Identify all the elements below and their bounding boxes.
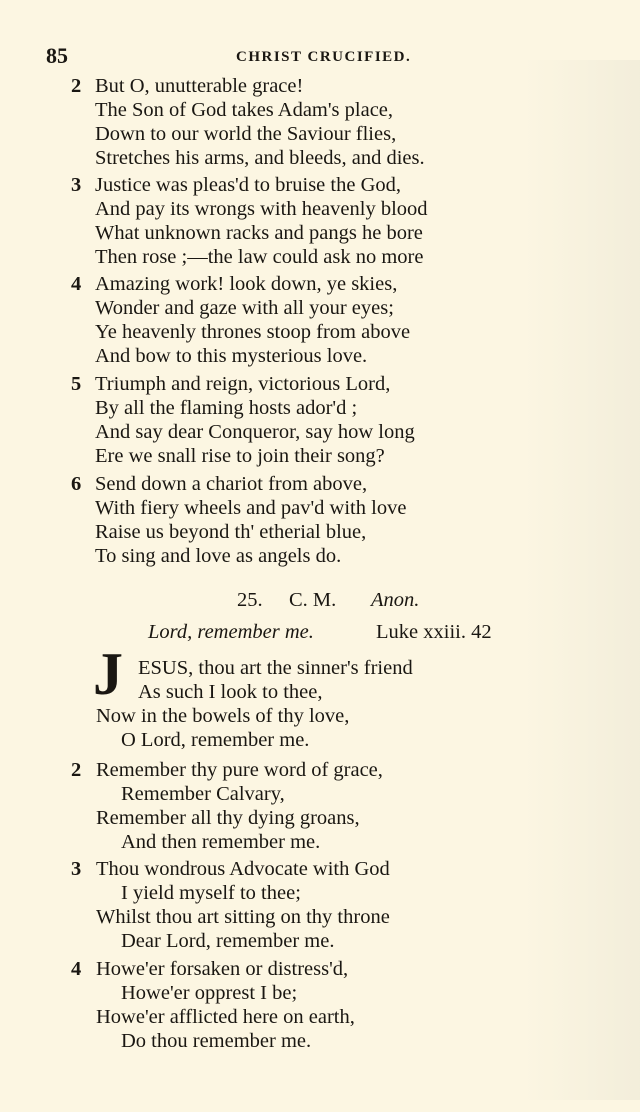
verse-line: Send down a chariot from above, — [95, 473, 368, 495]
stanza-number: 2 — [71, 759, 82, 781]
verse-line: Triumph and reign, victorious Lord, — [95, 373, 391, 395]
show-through-shadow — [520, 60, 640, 1100]
verse-line: Howe'er afflicted here on earth, — [96, 1006, 355, 1028]
verse-line: Remember all thy dying groans, — [96, 807, 360, 829]
verse-line: Remember thy pure word of grace, — [96, 759, 383, 781]
running-head: CHRIST CRUCIFIED. — [236, 49, 412, 65]
verse-line: By all the flaming hosts ador'd ; — [95, 397, 358, 419]
drop-cap: J — [93, 641, 123, 707]
hymn-title: Lord, remember me. — [148, 621, 314, 643]
hymn-author: Anon. — [371, 589, 420, 611]
verse-line: Ere we snall rise to join their song? — [95, 445, 385, 467]
verse-line: And say dear Conqueror, say how long — [95, 421, 415, 443]
verse-line: Whilst thou art sitting on thy throne — [96, 906, 390, 928]
verse-line: I yield myself to thee; — [121, 882, 301, 904]
verse-line: Then rose ;—the law could ask no more — [95, 246, 424, 268]
verse-line: O Lord, remember me. — [121, 729, 310, 751]
stanza-number: 4 — [71, 958, 82, 980]
verse-line: The Son of God takes Adam's place, — [95, 99, 394, 121]
verse-line: Howe'er opprest I be; — [121, 982, 298, 1004]
verse-line: Justice was pleas'd to bruise the God, — [95, 174, 402, 196]
verse-line: But O, unutterable grace! — [95, 75, 304, 97]
verse-line: Thou wondrous Advocate with God — [96, 858, 390, 880]
verse-line: ESUS, thou art the sinner's friend — [138, 657, 413, 679]
verse-line: Raise us beyond th' etherial blue, — [95, 521, 367, 543]
verse-line: With fiery wheels and pav'd with love — [95, 497, 407, 519]
verse-line: Remember Calvary, — [121, 783, 285, 805]
verse-line: And pay its wrongs with heavenly blood — [95, 198, 428, 220]
verse-line: Stretches his arms, and bleeds, and dies. — [95, 147, 425, 169]
verse-line: What unknown racks and pangs he bore — [95, 222, 423, 244]
verse-line: Dear Lord, remember me. — [121, 930, 335, 952]
verse-line: Ye heavenly thrones stoop from above — [95, 321, 411, 343]
verse-line: And bow to this mysterious love. — [95, 345, 368, 367]
verse-line: Howe'er forsaken or distress'd, — [96, 958, 349, 980]
scripture-reference: Luke xxiii. 42 — [376, 621, 492, 643]
stanza-number: 3 — [71, 858, 82, 880]
verse-line: As such I look to thee, — [138, 681, 323, 703]
verse-line: And then remember me. — [121, 831, 321, 853]
stanza-number: 4 — [71, 273, 82, 295]
verse-line: Now in the bowels of thy love, — [96, 705, 350, 727]
stanza-number: 2 — [71, 75, 82, 97]
verse-line: To sing and love as angels do. — [95, 545, 342, 567]
stanza-number: 6 — [71, 473, 82, 495]
stanza-number: 5 — [71, 373, 82, 395]
verse-line: Wonder and gaze with all your eyes; — [95, 297, 394, 319]
verse-line: Down to our world the Saviour flies, — [95, 123, 397, 145]
verse-line: Do thou remember me. — [121, 1030, 312, 1052]
hymn-number: 25. — [237, 589, 263, 611]
hymn-meter: C. M. — [289, 589, 337, 611]
page-number: 85 — [46, 43, 68, 68]
verse-line: Amazing work! look down, ye skies, — [95, 273, 398, 295]
stanza-number: 3 — [71, 174, 82, 196]
